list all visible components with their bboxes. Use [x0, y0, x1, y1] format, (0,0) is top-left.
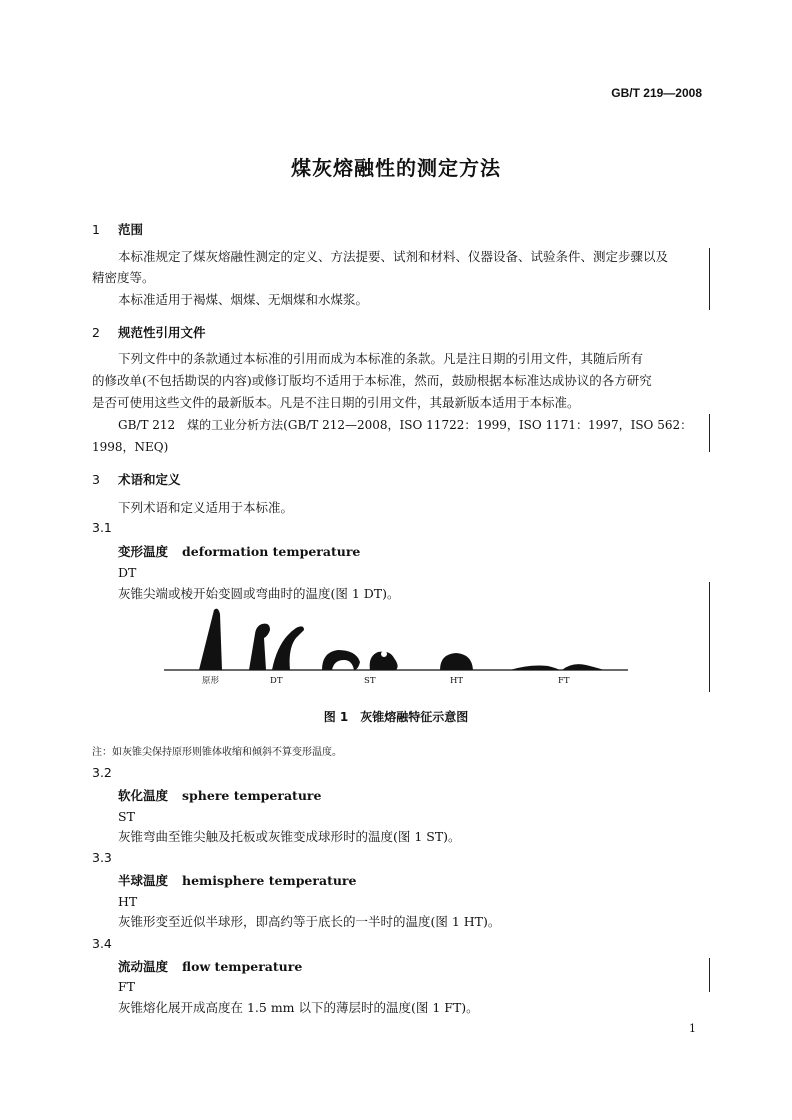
- figure-label-ht: HT: [450, 676, 464, 686]
- sphere-highlight: [381, 651, 387, 657]
- document-title: 煤灰熔融性的测定方法: [291, 156, 501, 180]
- page-number: 1: [689, 1022, 696, 1035]
- clause-number: 3.3: [92, 850, 112, 865]
- revision-bar: [709, 414, 710, 452]
- bending-cone-shape: [272, 626, 304, 670]
- section-2-heading: [92, 323, 206, 341]
- term-chinese: 软化温度: [118, 788, 169, 803]
- term-english: hemisphere temperature: [182, 873, 357, 888]
- normative-reference-line-1: GB/T 212 煤的工业分析方法(GB/T 212—2008，ISO 11722：1999，ISO 1171：1997，ISO 562：: [118, 418, 693, 432]
- figure-note: 注：如灰锥尖保持原形则锥体收缩和倾斜不算变形温度。: [92, 747, 342, 758]
- softening-arch-shape: [322, 650, 360, 670]
- s1-paragraph-2: 本标准适用于褐煤、烟煤、无烟煤和水煤浆。: [118, 292, 369, 307]
- ash-cone-fusion-figure: [0, 600, 792, 692]
- revision-bar: [709, 958, 710, 992]
- term-heading: [118, 957, 302, 975]
- term-heading: [118, 542, 360, 560]
- revision-bar: [709, 248, 710, 310]
- clause-number: 3.2: [92, 765, 112, 780]
- figure-label-dt: DT: [270, 676, 283, 686]
- term-abbreviation: HT: [118, 894, 138, 909]
- s2-paragraph-line-1: 下列文件中的条款通过本标准的引用而成为本标准的条款。凡是注日期的引用文件，其随后所有: [118, 351, 644, 366]
- s1-paragraph-1-line-2: 精密度等。: [92, 270, 155, 285]
- section-number: 2: [92, 325, 100, 340]
- term-abbreviation: DT: [118, 565, 137, 580]
- section-title: 术语和定义: [118, 472, 181, 487]
- term-definition: 灰锥弯曲至锥尖触及托板或灰锥变成球形时的温度(图 1 ST)。: [118, 829, 461, 844]
- s3-intro: 下列术语和定义适用于本标准。: [118, 500, 294, 515]
- s1-paragraph-1-line-1: 本标准规定了煤灰熔融性测定的定义、方法提要、试剂和材料、仪器设备、试验条件、测定步骤以及: [118, 249, 669, 264]
- term-abbreviation: FT: [118, 979, 136, 994]
- term-english: deformation temperature: [182, 544, 361, 559]
- term-definition: 灰锥熔化展开成高度在 1.5 mm 以下的薄层时的温度(图 1 FT)。: [118, 1000, 479, 1015]
- figure-label-ft: FT: [558, 676, 570, 686]
- standard-code: GB/T 219—2008: [611, 86, 702, 100]
- section-title: 范围: [118, 222, 144, 237]
- term-chinese: 半球温度: [118, 873, 169, 888]
- original-cone-shape: [199, 609, 222, 670]
- term-heading: [118, 786, 321, 804]
- normative-reference-line-2: 1998，NEQ): [92, 440, 169, 454]
- term-definition: 灰锥形变至近似半球形，即高约等于底长的一半时的温度(图 1 HT)。: [118, 914, 501, 929]
- term-abbreviation: ST: [118, 809, 135, 824]
- s2-paragraph-line-3: 是否可使用这些文件的最新版本。凡是不注日期的引用文件，其最新版本适用于本标准。: [92, 395, 580, 410]
- deformation-cone-shape: [249, 624, 270, 670]
- term-english: flow temperature: [182, 959, 303, 974]
- term-english: sphere temperature: [182, 788, 322, 803]
- s2-paragraph-line-2: 的修改单(不包括勘误的内容)或修订版均不适用于本标准，然而，鼓励根据本标准达成协议的各方研究: [92, 373, 652, 388]
- section-3-heading: [92, 470, 181, 488]
- section-title: 规范性引用文件: [118, 325, 206, 340]
- clause-number: 3.1: [92, 520, 112, 535]
- flow-layer-shape: [510, 666, 560, 671]
- flow-layer-shape: [562, 664, 604, 670]
- term-chinese: 变形温度: [118, 544, 169, 559]
- hemisphere-shape: [440, 653, 473, 670]
- term-chinese: 流动温度: [118, 959, 169, 974]
- term-heading: [118, 871, 356, 889]
- section-number: 3: [92, 472, 100, 487]
- figure-label-st: ST: [364, 676, 376, 686]
- clause-number: 3.4: [92, 936, 112, 951]
- figure-caption: 图 1 灰锥熔融特征示意图: [323, 710, 469, 724]
- section-number: 1: [92, 222, 100, 237]
- section-1-heading: [92, 220, 143, 238]
- term-definition: 灰锥尖端或棱开始变圆或弯曲时的温度(图 1 DT)。: [118, 586, 400, 601]
- figure-label-original: 原形: [202, 676, 220, 686]
